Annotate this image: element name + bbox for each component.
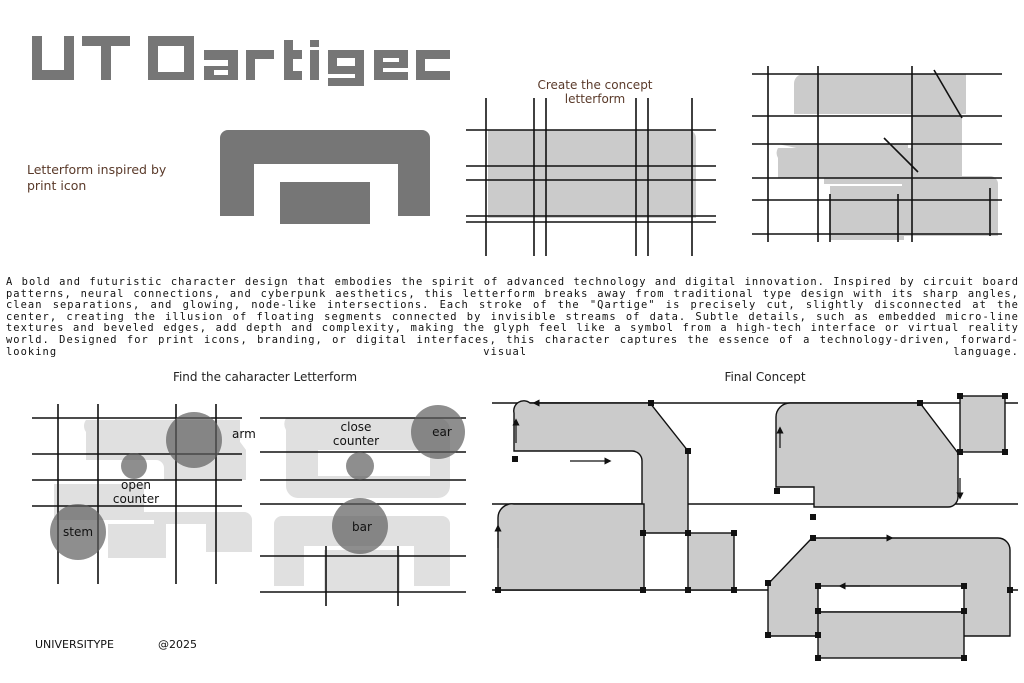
open-counter-highlight [121, 453, 147, 479]
stem-label: stem [62, 525, 94, 539]
title-wordmark [30, 28, 450, 90]
close-counter-label-2: counter [332, 434, 380, 448]
open-counter-label-1: open [121, 478, 151, 492]
footer-brand: UNIVERSITYPE [35, 638, 114, 651]
print-icon-glyph [218, 128, 432, 226]
ear-label: ear [432, 425, 452, 439]
find-caption: Find the caharacter Letterform [172, 370, 358, 384]
concept-glyph-grid [752, 64, 1004, 244]
close-counter-label-1: close [340, 420, 372, 434]
inspired-label: Letterform inspired by print icon [27, 162, 167, 193]
anatomy-diagram-left [30, 400, 270, 588]
arm-highlight [166, 412, 222, 468]
bar-label: bar [352, 520, 372, 534]
final-concept-glyph [490, 388, 1020, 664]
footer-year: @2025 [158, 638, 197, 651]
anatomy-diagram-right [258, 400, 468, 608]
open-counter-label-2: counter [112, 492, 160, 506]
concept-caption: Create the concept letterform [537, 78, 653, 106]
concept-letterform-grid [466, 96, 718, 258]
close-counter-highlight [346, 452, 374, 480]
arm-label: arm [232, 427, 256, 441]
final-caption: Final Concept [724, 370, 806, 384]
description-paragraph: A bold and futuristic character design that embodies the spirit of advanced technology and digital innovation. Inspired by circuit board patterns, neural connections, and cyberpunk aesthetics, this letterform breaks away from traditional type design with its sharp angles, clean separations, and glowing, node-like intersections. Each stroke of the "Qartige" is precisely cut, slightly disconnected at the center, creating the illusion of floating segments connected by invisible streams of data. Subtle details, such as embedded micro-line textures and beveled edges, add depth and complexity, making the glyph feel like a symbol from a high-tech interface or virtual reality world. Designed for print icons, branding, or digital interfaces, this character captures the essence of a technology-driven, forward-looking visual language. [6, 276, 1019, 358]
